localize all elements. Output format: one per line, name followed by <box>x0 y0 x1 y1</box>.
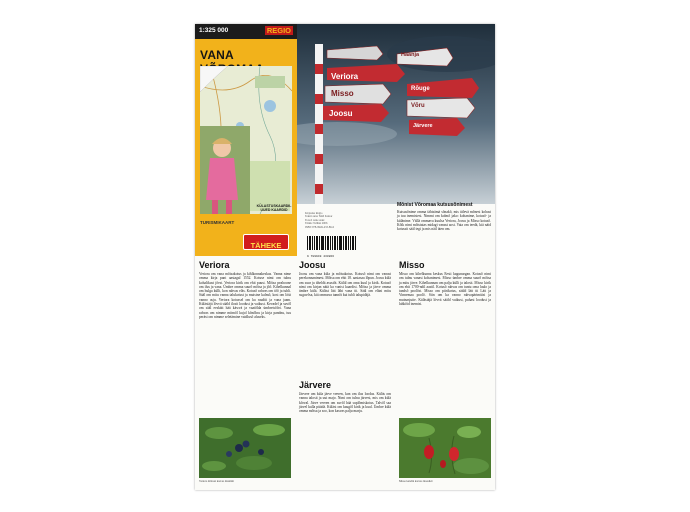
strawberry-graphic <box>399 418 491 478</box>
intro-text: Kutsusõnime omma tähtsämä sõnakõ, mis ütlevä mõnest kohast ja tuu inemistest. Nimmi om kolmõ jako: kohanime, kotusõ- ja külänime. Vällä ommava kuulsa Veriora, Joosu ja Misso kotusõ. Kõik nimi mõistatas midagi vanast aost. Vaia om teedä, kiä näid kotussit sääl tegi ja mis näil üten om. <box>397 210 491 232</box>
sign-label-misso: Misso <box>331 89 354 98</box>
signpost-graphic <box>297 24 495 204</box>
barcode <box>307 236 357 258</box>
barcode-bars <box>307 236 357 250</box>
sign-label-voru: Võru <box>411 103 425 109</box>
cover-title: VANA <box>200 48 234 62</box>
section-text-misso: Misso om kihelkunna keskus Eesti kagunurgan. Kotusõ nimi om tulnu vanast kohanimest. Misso ümbre omma suurõ mõtsa ja mitu järve. Kihelkunnan om palju külli ja talosit. Misso kirik om ehit 1700-ndil aastil. Kotusõ rahvas om tuntu oma laulo ja tandsõ poolõst. Misso om piirikotus, sääld lätt tii Läti ja Vinnemaa poolõ. Siin om ka vanno rahvapärimüisi ja muinasjutte. Külästäjä lövvä sääld vaikust, puhast loodust ja lahkõid inemisi. <box>399 272 491 307</box>
signpost-photo <box>297 24 495 204</box>
section-heading-veriora: Veriora <box>199 260 230 270</box>
cover-panel <box>195 24 297 256</box>
sign-label-joosu: Joosu <box>329 109 353 118</box>
barcode-number: 9 789949 433866 <box>307 255 335 258</box>
brand-logo <box>243 234 289 250</box>
section-veriora <box>199 260 291 319</box>
blueberry-graphic <box>199 418 291 478</box>
section-heading-joosu: Joosu <box>299 260 326 270</box>
strawberry-photo <box>399 418 491 478</box>
intro-block <box>397 202 491 231</box>
imprint-text: Kirjastus Regio Teksti autor Mall Kutsar Fotod: Arne Ader Trükk: Tallinn 2006 ISBN 978-9949-433-86-6 <box>305 212 334 229</box>
section-heading-misso: Misso <box>399 260 425 270</box>
caption-blueberry: Veriora mõtsan kasvas mustikit <box>199 480 235 483</box>
sign-label-jarvere: Järvere <box>413 123 433 129</box>
cover-badge: KÜLASTUSKAARDIL UUED KAARDID <box>256 204 292 212</box>
map-thumbnail <box>200 66 292 214</box>
blueberry-photo <box>199 418 291 478</box>
scale-bar <box>195 24 297 39</box>
sign-label-rouge: Rõuge <box>411 86 430 92</box>
intro-heading: Mõnist Võromaa kutsusõnimest <box>397 202 473 208</box>
section-text-joosu: Joosu om vana küla ja mõisakotus. Kotusõ nimi om vanast perekonnanimest. Mõisa om ehit 18. aastasaa lõpun. Joosu külä om suur ja tiheldä asustõt. Küläl om oma kuul ja kirik. Kotusõ nimi om kirjan nätä ka vanist kaardist. Mõtsa ja järve omma ümbre külä. Küläst lätt läbi vana tii. Sääl om eläni mitu suguvõsa, kiä ommava tunnõt kui tubli talupidäjä. <box>299 272 391 298</box>
scale-label: 1:325 000 <box>199 27 229 34</box>
section-heading-jarvere: Järvere <box>299 380 332 390</box>
caption-strawberry: Misso kandin kasvas maasikit <box>399 480 433 483</box>
section-joosu <box>299 260 391 298</box>
map-cover-sheet <box>195 24 495 490</box>
map-thumbnail-graphic <box>200 66 292 214</box>
section-misso <box>399 260 491 306</box>
section-text-veriora: Veriora om vana mõisakotus ja kihlkonnakeskus. Vanna nime omma kirja pant aastagal 1552. Kotuse nimi om tulnu kohalikust jõest. Veriora kirik om ehit puust. Mõisa peahoone om ilus ja vana. Ümbre omma suurõ mõtsa ja jõõ. Kihelkunnal om hulga külli, kon rahvas eläs. Kotusõ rahvas om tõõ ja tubli. Sääl om mitu vanna talukotust ja muistne kalmõ, kost om löüt vanno asju. Veriora kotussel om ka raudtii ja vana jaam. Külästäjä lövvä sääld ilosit loodust ja vaikust. Kevadel ja suvõl om sääl eeskätt hää käwvä ja vaatõlda ümbretsõõri. Vana rahvas om nimme mitmõl kujol kõnõlnu ja kirja pandnu, tuu peräst om nimme seletämine vaidlusõ aluseks. <box>199 272 291 319</box>
sign-label-haanja: Haanja <box>401 52 420 58</box>
series-label: REGIO <box>266 26 291 35</box>
section-text-jarvere: Järvere om küla järve veeren, kon om ilus loodus. Küläs om vanna talosit ja uut majo. Nimi om tulnu järvest, mis om külä kõrval. Järve veeren om suvõl hää suplõmiskotus. Talvõl saa järvel kalla püüdä. Küläst om kaugõl kirik ja kuul. Ümbre külä omma mõtsa ja soo, kon kasvas palju marju. <box>299 392 391 414</box>
brand-logo-text: TÄHEKE <box>250 241 282 250</box>
section-jarvere <box>299 380 391 413</box>
tourism-label: TURISMIKAART <box>200 220 235 225</box>
sign-label-veriora: Veriora <box>331 72 359 81</box>
